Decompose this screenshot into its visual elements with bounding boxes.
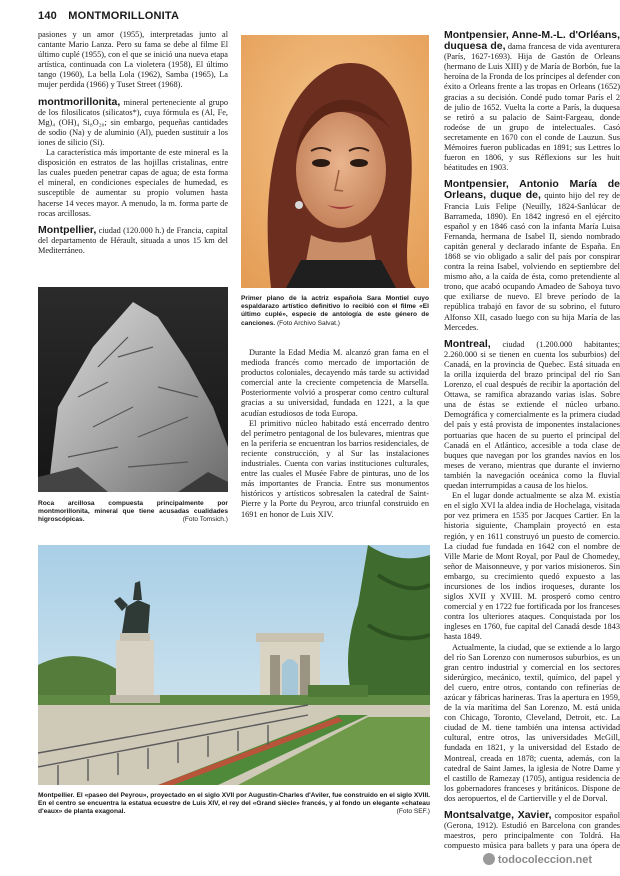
peyrou-photo <box>38 545 430 785</box>
page-number: 140 <box>38 10 57 22</box>
entry-text: dama francesa de vida aventurera (París, 1627-1693). Hija de Gastón de Orleans (hermano de Luis XIII) y de María de Borbón, fue la heroína de la Fronda de los príncipes al defender con éxito a Orleans frente a las tropas en Orleans (1652) gracias a su decisión. Condé pudo tomar París el 2 de julio de 1652. Vuelta la corte a París, la duquesa se retiró a su palacio de Saint-Fargeau, donde rodeóse de un grupo de intelectuales. Casó secretamente en 1670 con el conde de Lauzun. Sus Mémoires fueron publicadas en 1891; sus Lettres lo fueron en 1806, y sus Réflexions sur les huit béatitudes en 1903. <box>444 42 620 173</box>
entry-montsalvatge <box>444 810 620 850</box>
entry-text: compositor español (Gerona, 1912). Estudió en Barcelona con grandes maestros, pero principalmente con Toldrá. Ha compuesto música para ballets y para una ópera de <box>444 811 620 850</box>
entry-orleans <box>444 30 620 173</box>
peyrou-caption <box>38 792 430 817</box>
entry-text: En el lugar donde actualmente se alza M. existía en el siglo XVI la aldea india de Hochelaga, visitada por vez primera en 1535 por Jacques Cartier. En la historia siguiente, Champlain proyectó en esta región, y en 1611 construyó un puesto de comercio. La ciudad fue fundada en 1642 con el nombre de Ville Marie de Mont Royal, por Paul de Chomedey, señor de Maisonneuve, y por varios misioneros. Sin embargo, su crecimiento quedó expuesto a las incursiones de los indios iroqueses, durante los siglos XVII y XVIII. M. prosperó como centro comercial y en 1722 fue fortificada por los franceses contra los ulteriores ataques. Conquistada por los ingleses en 1760, fue capital del Canadá desde 1843 hasta 1849. <box>444 491 620 642</box>
entry-text: Actualmente, la ciudad, que se extiende a lo largo del río San Lorenzo con numerosos suburbios, es un gran centro industrial y comercial en los sectores siderúrgico, mecánico, textil, químico, del papel y del cuero, entre otros, contando con refinerías de azúcar y fábricas harineras. Tras la apertura en 1959, de la vía marítima del San Lorenzo, M. está unida con Chicago, Toronto, Cleveland, Detroit, etc. La ciudad de M. tiene también una intensa actividad cultural, entre otros, las universidades McGill, fundada en 1821, y la universidad del Estado de Montreal, creada en 1878; cuenta, además, con la catedral de Saint James, la iglesia de Notre Dame y el castillo de Ramezay (1705), antigua residencia de los gobernadores franceses y británicos. Dispone de dos aeropuertos, el de Cartierville y el de Dorval. <box>444 642 620 803</box>
entry-text: pasiones y un amor (1955), interpretadas junto al cantante Mario Lanza. Pero su fama se debe al filme El último cuplé (1955), con el que se inició una nueva etapa artística, continuada con La violetera (1958), El último tango (1960), La bella Lola (1962), Samba (1965), La mujer perdida (1966) y Tuset Street (1968). <box>38 30 228 90</box>
entry-text: mineral perteneciente al grupo de los filosilicatos (silicatos*), cuya fórmula es (Al, Fe, Mg)₄ (OH)₄ Si₈O₂₀; sin embargo, pequeñas cantidades de sodio (Na) y de aluminio (Al), pueden sustituir a los iones de silicio (Si). <box>38 97 228 147</box>
entry-text: ciudad (1.200.000 habitantes; 2.260.000 si se tienen en cuenta los suburbios) del Canadá, en la provincia de Quebec. Está situada en la orilla izquierda del brazo principal del río San Lorenzo, el cual después de recibir la aportación del Ottawa, se ramifica abrazando varias islas. Sobre una de éstas se extiende el núcleo urbano. Demográfica y comercialmente es la primera ciudad del país y está provista de imponentes instalaciones portuarias que hacen de su puerto el principal del Canadá en el Atlántico, accesible a toda clase de buques que navegan por los grandes navíos en los meses de verano, mientras que durante el invierno también la navegación oceánica como la fluvial quedan interrumpidas a causa de los hielos. <box>444 339 620 491</box>
entry-montmorillonita <box>38 97 228 148</box>
entry-text: quinto hijo del rey de Francia Luis Felipe (Neuilly, 1824-Sanlúcar de Barrameda, 1890). En 1842 ingresó en el ejército español y en 1846 casó con la infanta María Luisa Fernanda, hermana de Isabel II, siendo nombrado capitán general y declarado infante de España. En 1868 se vio obligado a salir del país por conspirar contra la reina Isabel, volviendo en septiembre del mismo año, a la caída de ésta, como pretendiente al trono, que acabó ocupando Amadeo de Saboya tuvo que exiliarse de nuevo. El breve período de la república trabajó en favor de su sobrino, el futuro Alfonso XII, casado luego con su hija María de las Mercedes. <box>444 191 620 332</box>
entry-keyword: Montsalvatge, Xavier, <box>444 809 552 822</box>
running-header <box>38 10 179 22</box>
entry-keyword: Montreal, <box>444 337 491 350</box>
entry-text: El primitivo núcleo habitado está encerrado dentro del perímetro pentagonal de los bulevares, mientras que en la periferia se encuentran los barrios residenciales, de reciente construcción, y al Sur las instalaciones industriales. Cuenta con varias instituciones culturales, entre las cuales el Musée Fabre de pinturas, uno de los más importantes de Francia. Entre sus monumentos históricos y artísticos sobresalen la catedral de Saint-Pierre y la Porte du Peyrou, arco triunfal construido en 1691 en honor de Luis XIV. <box>241 418 429 519</box>
column-1 <box>38 30 228 256</box>
watermark <box>483 853 592 866</box>
entry-text: ciudad (120.000 h.) de Francia, capital del departamento de Hérault, situada a unos 15 km del Mediterráneo. <box>38 225 228 255</box>
entry-antonio <box>444 179 620 332</box>
caption-text: Montpellier. El «paseo del Peyrou», proyectado en el siglo XVII por Augustin-Charles d'Aviler, fue construido en el siglo XVIII. En el centro se encuentra la estatua ecuestre de Luis XIV, el rey del «Grand siècle» francés, y al fondo un elegante «chateau d'eaux» de planta exagonal. <box>38 792 430 816</box>
watermark-icon <box>483 853 495 865</box>
caption-text: Primer plano de la actriz española Sara Montiel cuyo espaldarazo artístico definitivo lo recibió con el filme «El último cuplé», especie de antología de este género de canciones. <box>241 295 429 327</box>
entry-keyword: montmorillonita, <box>38 95 121 108</box>
photo-credit: (Foto Archivo Salvat.) <box>276 319 340 327</box>
photo-credit: (Foto Tomsich.) <box>182 516 228 524</box>
rock-caption <box>38 500 228 525</box>
entry-text: Durante la Edad Media M. alcanzó gran fama en el medioda francés como mercado de importación de productos coloniales, decayendo más tarde su actividad comercial ante la creciente competencia de Marsella. Posteriormente volvió a prosperar como centro cultural gracias a su universidad, fundada en 1221, a la que acudían estudiosos de toda Europa. <box>241 348 429 418</box>
column-2 <box>241 348 429 520</box>
entry-keyword: Montpensier, Anne-M.-L. d'Orléans, duquesa de, <box>444 30 620 53</box>
portrait-caption <box>241 295 429 328</box>
entry-keyword: Montpensier, Antonio María de Orleans, duque de, <box>444 178 620 202</box>
caption-text: Roca arcillosa compuesta principalmente por montmorillonita, mineral que tiene acusadas cualidades higroscópicas. <box>38 500 228 524</box>
entry-keyword: Montpellier, <box>38 223 97 236</box>
running-title: MONTMORILLONITA <box>68 10 180 22</box>
portrait-photo <box>241 35 429 288</box>
column-3 <box>444 30 620 850</box>
entry-montpellier <box>38 225 228 256</box>
entry-text: La característica más importante de este mineral es la disposición en estratos de las hojillas cristalinas, entre las cuales pueden penetrar capas de agua; de esta forma el mineral, en condiciones especiales de humedad, es susceptible de aumentar su propio volumen hasta hacerse 14 veces mayor. A menudo, la m. forma parte de rocas arcillosas. <box>38 148 228 218</box>
rock-photo <box>38 287 228 492</box>
watermark-text: todocoleccion.net <box>497 854 592 866</box>
photo-credit: (Foto SEF.) <box>396 808 430 816</box>
entry-montreal <box>444 339 620 491</box>
